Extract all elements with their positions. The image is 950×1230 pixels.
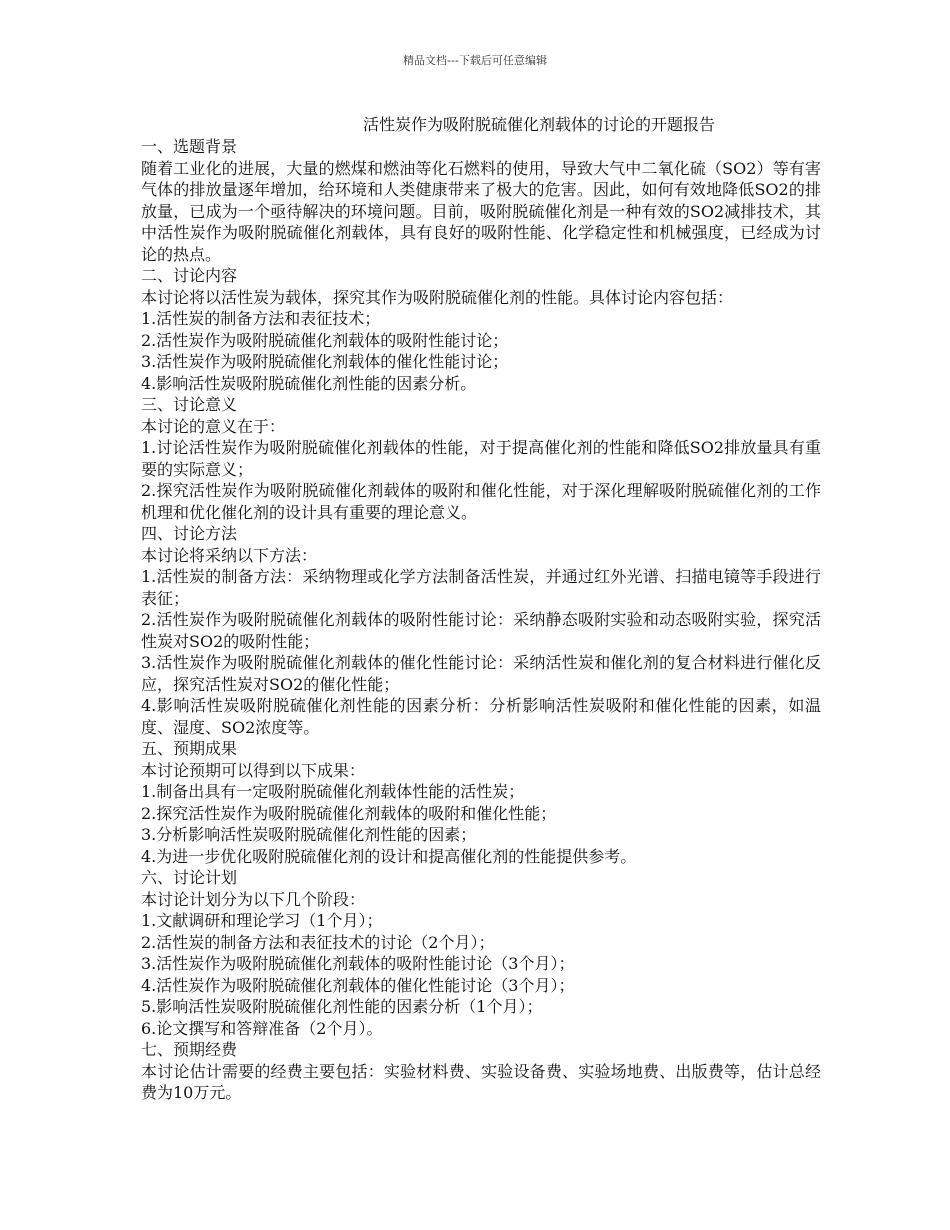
document-body: [141, 114, 821, 1104]
list-item: 3.活性炭作为吸附脱硫催化剂载体的催化性能讨论；: [141, 352, 509, 371]
list-item: 6.论文撰写和答辩准备（2个月）。: [141, 1018, 383, 1038]
list-item: 2.活性炭作为吸附脱硫催化剂载体的吸附性能讨论；: [141, 330, 509, 350]
list-item: 2.活性炭作为吸附脱硫催化剂载体的吸附性能讨论：采纳静态吸附实验和动态吸附实验，探究活性炭对SO2的吸附性能；: [141, 610, 821, 651]
list-item: 3.分析影响活性炭吸附脱硫催化剂性能的因素；: [141, 825, 477, 844]
list-item: 2.探究活性炭作为吸附脱硫催化剂载体的吸附和催化性能，对于深化理解吸附脱硫催化剂的工作机理和优化催化剂的设计具有重要的理论意义。: [141, 481, 821, 522]
list-item: 5.影响活性炭吸附脱硫催化剂性能的因素分析（1个月）；: [141, 997, 543, 1016]
section-heading-content: 二、讨论内容: [141, 266, 238, 285]
section-heading-background: 一、选题背景: [141, 137, 238, 156]
list-item: 1.活性炭的制备方法：采纳物理或化学方法制备活性炭，并通过红外光谱、扫描电镜等手段进行表征；: [141, 567, 821, 608]
list-item: 4.影响活性炭吸附脱硫催化剂性能的因素分析：分析影响活性炭吸附和催化性能的因素，如温度、湿度、SO2浓度等。: [141, 696, 821, 737]
section-heading-plan: 六、讨论计划: [141, 868, 238, 887]
list-item: 1.讨论活性炭作为吸附脱硫催化剂载体的性能，对于提高催化剂的性能和降低SO2排放量具有重要的实际意义；: [141, 438, 821, 479]
paragraph-outcomes-intro: 本讨论预期可以得到以下成果：: [141, 760, 366, 780]
list-item: 4.活性炭作为吸附脱硫催化剂载体的催化性能讨论（3个月）；: [141, 975, 575, 995]
list-item: 2.活性炭的制备方法和表征技术的讨论（2个月）；: [141, 932, 495, 952]
paragraph-plan-intro: 本讨论计划分为以下几个阶段：: [141, 889, 366, 909]
list-item: 3.活性炭作为吸附脱硫催化剂载体的催化性能讨论：采纳活性炭和催化剂的复合材料进行催化反应，探究活性炭对SO2的催化性能；: [141, 653, 821, 694]
page-watermark: 精品文档---下载后可任意编辑: [403, 54, 547, 67]
list-item: 2.探究活性炭作为吸附脱硫催化剂载体的吸附和催化性能；: [141, 803, 557, 823]
list-item: 1.制备出具有一定吸附脱硫催化剂载体性能的活性炭；: [141, 782, 525, 801]
list-item: 4.为进一步优化吸附脱硫催化剂的设计和提高催化剂的性能提供参考。: [141, 846, 637, 866]
paragraph-background: 随着工业化的进展，大量的燃煤和燃油等化石燃料的使用，导致大气中二氧化硫（SO2）等有害气体的排放量逐年增加，给环境和人类健康带来了极大的危害。因此，如何有效地降低SO2的排放量，已成为一个亟待解决的环境问题。目前，吸附脱硫催化剂是一种有效的SO2减排技术，其中活性炭作为吸附脱硫催化剂载体，具有良好的吸附性能、化学稳定性和机械强度，已经成为讨论的热点。: [141, 158, 821, 264]
paragraph-content-intro: 本讨论将以活性炭为载体，探究其作为吸附脱硫催化剂的性能。具体讨论内容包括：: [141, 287, 734, 307]
list-item: 1.文献调研和理论学习（1个月）；: [141, 911, 383, 930]
section-heading-significance: 三、讨论意义: [141, 395, 238, 414]
paragraph-significance-intro: 本讨论的意义在于：: [141, 416, 286, 436]
section-heading-methods: 四、讨论方法: [141, 524, 238, 543]
list-item: 1.活性炭的制备方法和表征技术；: [141, 309, 381, 328]
list-item: 4.影响活性炭吸附脱硫催化剂性能的因素分析。: [141, 373, 477, 393]
paragraph-methods-intro: 本讨论将采纳以下方法：: [141, 545, 318, 565]
section-heading-budget: 七、预期经费: [141, 1040, 238, 1059]
document-title: 活性炭作为吸附脱硫催化剂载体的讨论的开题报告: [363, 115, 716, 134]
section-heading-outcomes: 五、预期成果: [141, 739, 238, 758]
list-item: 3.活性炭作为吸附脱硫催化剂载体的吸附性能讨论（3个月）；: [141, 954, 575, 973]
paragraph-budget: 本讨论估计需要的经费主要包括：实验材料费、实验设备费、实验场地费、出版费等，估计总经费为10万元。: [141, 1061, 821, 1102]
